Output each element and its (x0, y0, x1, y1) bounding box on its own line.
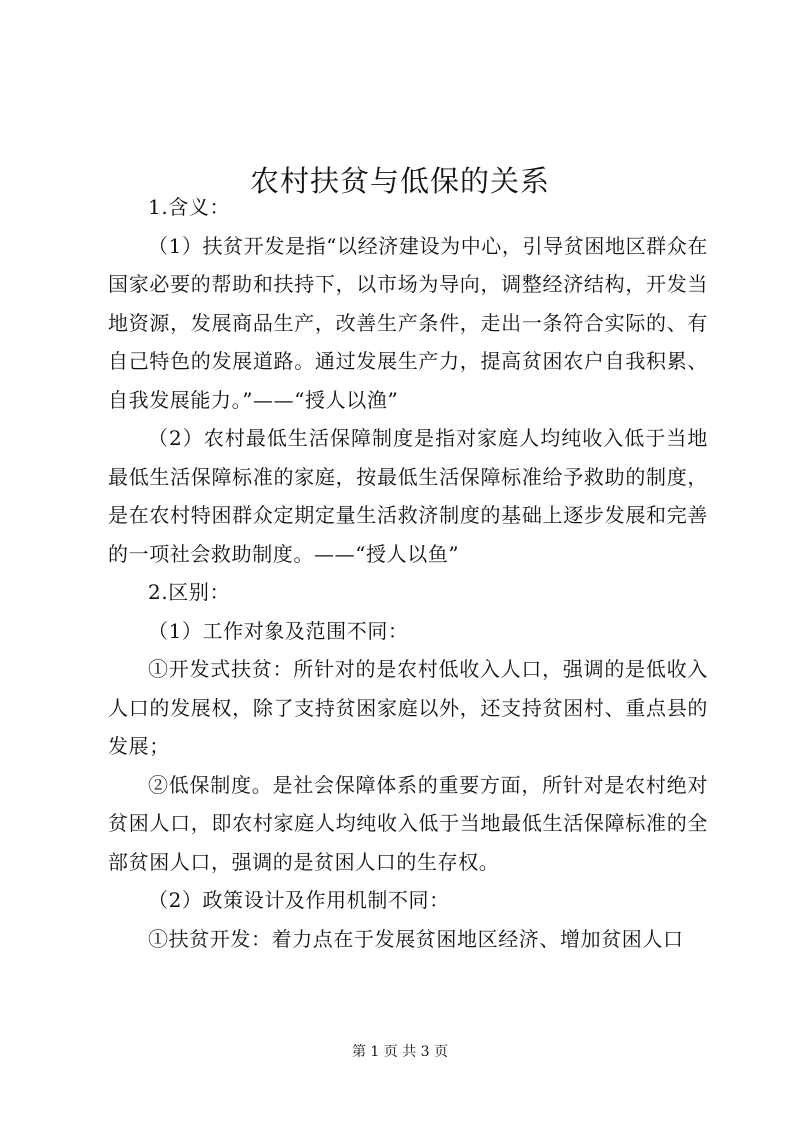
paragraph-poverty-alleviation-definition: （1）扶贫开发是指“以经济建设为中心，引导贫困地区群众在国家必要的帮助和扶持下，以市场为导向，调整经济结构，开发当地资源，发展商品生产，改善生产条件，走出一条符合实际的、有自己特色的发展道路。通过发展生产力，提高贫困农户自我积累、自我发展能力。”——“授人以渔” (108, 233, 708, 412)
paragraph-minimum-living-security-system: ②低保制度。是社会保障体系的重要方面，所针对是农村绝对贫困人口，即农村家庭人均纯收入低于当地最低生活保障标准的全部贫困人口，强调的是贫困人口的生存权。 (108, 772, 708, 874)
paragraph-development-poverty-alleviation: ①开发式扶贫：所针对的是农村低收入人口，强调的是低收入人口的发展权，除了支持贫困家庭以外，还支持贫困村、重点县的发展； (108, 657, 708, 758)
paragraph-minimum-living-guarantee-definition: （2）农村最低生活保障制度是指对家庭人均纯收入低于当地最低生活保障标准的家庭，按最低生活保障标准给予救助的制度，是在农村特困群众定期定量生活救济制度的基础上逐步发展和完善的一项社会救助制度。——“授人以鱼” (108, 426, 708, 566)
paragraph-definition-heading: 1.含义： (148, 195, 231, 219)
page-footer: 第 1 页 共 3 页 (351, 1044, 449, 1060)
paragraph-poverty-development-focus: ①扶贫开发：着力点在于发展贫困地区经济、增加贫困人口 (148, 926, 684, 951)
document-body (108, 188, 708, 958)
page-title: 农村扶贫与低保的关系 (249, 164, 550, 199)
paragraph-work-target-scope: （1）工作对象及范围不同： (148, 618, 409, 643)
paragraph-difference-heading: 2.区别： (148, 580, 231, 604)
paragraph-policy-design: （2）政策设计及作用机制不同： (148, 888, 450, 912)
